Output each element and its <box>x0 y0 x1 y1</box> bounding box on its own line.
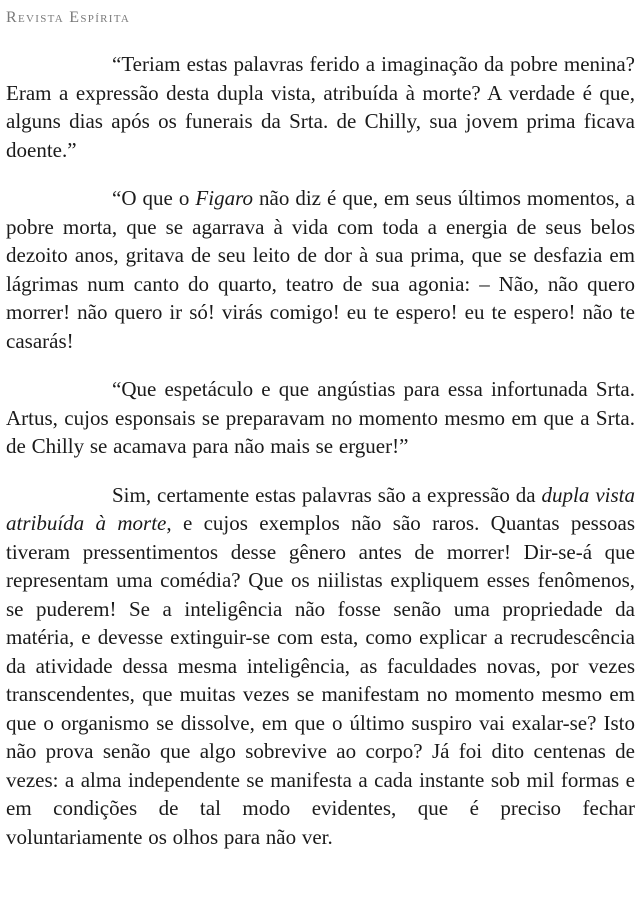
paragraph-2 <box>6 184 635 355</box>
paragraph-4-italic-phrase: dupla vista atribuída à morte <box>6 482 635 535</box>
paragraph-2-text-start: “O que o <box>112 186 196 210</box>
running-head: Revista Espírita <box>6 9 131 26</box>
paragraph-4-text-start: Sim, certamente estas palavras são a expressão da <box>112 482 542 507</box>
paragraph-2-text-end: não diz é que, em seus últimos momentos, a pobre morta, que se agarrava à vida com toda a energia de seus belos dezoito anos, gritava de seu leito de dor à sua prima, que se desfazia em lágrimas num canto do quarto, teatro de sua agonia: – Não, não quero morrer! não quero ir só! virás comigo! eu te espero! eu te espero! não te casarás! <box>6 186 635 353</box>
paragraph-4 <box>6 481 635 852</box>
paragraph-2-italic-title: Figaro <box>195 186 253 210</box>
paragraph-1: “Teriam estas palavras ferido a imaginação da pobre menina? Eram a expressão desta dupla vista, atribuída à morte? A verdade é que, alguns dias após os funerais da Srta. de Chilly, sua jovem prima ficava doente.” <box>6 52 635 162</box>
paragraph-4-text-end: , e cujos exemplos não são raros. Quantas pessoas tiveram pressentimentos desse gênero antes de morrer! Dir-se-á que representam uma comédia? Que os niilistas expliquem esses fenômenos, se puderem! Se a inteligência não fosse senão uma propriedade da matéria, e devesse extinguir-se com esta, como explicar a recrudescência da atividade dessa mesma inteligência, as faculdades novas, por vezes transcendentes, que muitas vezes se manifestam no momento mesmo em que o organismo se dissolve, em que o último suspiro vai exalar-se? Isto não prova senão que algo sobrevive ao corpo? Já foi dito centenas de vezes: a alma independente se manifesta a cada instante sob mil formas e em condições de tal modo evidentes, que é preciso fechar voluntariamente os olhos para não ver. <box>6 511 635 849</box>
paragraph-3: “Que espetáculo e que angústias para essa infortunada Srta. Artus, cujos esponsais se preparavam no momento mesmo em que a Srta. de Chilly se acamava para não mais se erguer!” <box>6 377 635 458</box>
